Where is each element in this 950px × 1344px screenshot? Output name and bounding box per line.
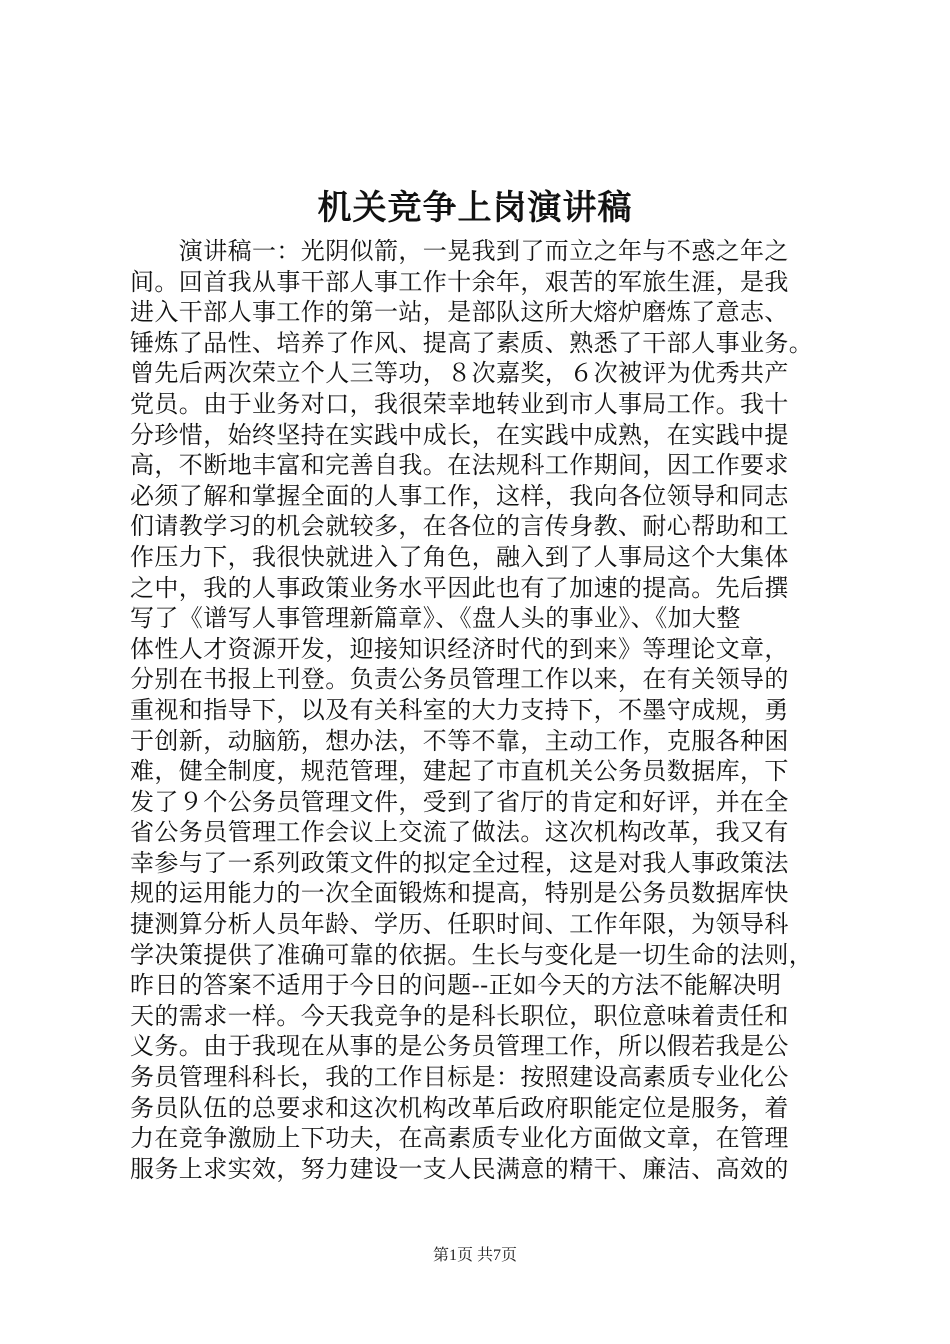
body-line: 演讲稿一：光阴似箭，一晃我到了而立之年与不惑之年之 bbox=[130, 237, 789, 265]
body-line: 之中，我的人事政策业务水平因此也有了加速的提高。先后撰 bbox=[130, 573, 789, 602]
body-line: 重视和指导下，以及有关科室的大力支持下，不墨守成规，勇 bbox=[130, 695, 789, 724]
body-line: 作压力下，我很快就进入了角色，融入到了人事局这个大集体 bbox=[130, 542, 789, 571]
document-title: 机关竞争上岗演讲稿 bbox=[317, 188, 633, 228]
body-line: 间。回首我从事干部人事工作十余年，艰苦的军旅生涯，是我 bbox=[130, 267, 789, 296]
body-line: 进入干部人事工作的第一站，是部队这所大熔炉磨炼了意志、 bbox=[130, 298, 789, 327]
body-line: 们请教学习的机会就较多，在各位的言传身教、耐心帮助和工 bbox=[130, 512, 789, 541]
body-line: 分珍惜，始终坚持在实践中成长，在实践中成熟，在实践中提 bbox=[130, 420, 789, 449]
body-line: 曾先后两次荣立个人三等功，８次嘉奖，６次被评为优秀共产 bbox=[130, 359, 789, 388]
body-line: 党员。由于业务对口，我很荣幸地转业到市人事局工作。我十 bbox=[130, 389, 789, 418]
body-line: 义务。由于我现在从事的是公务员管理工作，所以假若我是公 bbox=[130, 1032, 789, 1061]
body-line: 幸参与了一系列政策文件的拟定全过程，这是对我人事政策法 bbox=[130, 848, 789, 877]
page-number-footer: 第1页 共7页 bbox=[432, 1247, 517, 1264]
body-line: 捷测算分析人员年龄、学历、任职时间、工作年限，为领导科 bbox=[130, 910, 789, 939]
body-line: 难，健全制度，规范管理，建起了市直机关公务员数据库，下 bbox=[130, 757, 789, 786]
body-line: 分别在书报上刊登。负责公务员管理工作以来，在有关领导的 bbox=[130, 665, 789, 694]
body-line: 锤炼了品性、培养了作风、提高了素质、熟悉了干部人事业务。 bbox=[130, 328, 814, 357]
body-line: 务员队伍的总要求和这次机构改革后政府职能定位是服务，着 bbox=[130, 1093, 789, 1122]
body-line: 务员管理科科长，我的工作目标是：按照建设高素质专业化公 bbox=[130, 1063, 789, 1092]
body-line: 必须了解和掌握全面的人事工作，这样，我向各位领导和同志 bbox=[130, 481, 789, 510]
body-line: 发了９个公务员管理文件，受到了省厅的肯定和好评，并在全 bbox=[130, 787, 789, 816]
body-line: 昨日的答案不适用于今日的问题--正如今天的方法不能解决明 bbox=[130, 971, 782, 1000]
body-line: 力在竞争激励上下功夫，在高素质专业化方面做文章，在管理 bbox=[130, 1124, 789, 1153]
body-line: 高，不断地丰富和完善自我。在法规科工作期间，因工作要求 bbox=[130, 451, 789, 480]
body-line: 规的运用能力的一次全面锻炼和提高，特别是公务员数据库快 bbox=[130, 879, 789, 908]
body-line: 省公务员管理工作会议上交流了做法。这次机构改革，我又有 bbox=[130, 818, 789, 847]
document-body bbox=[130, 236, 835, 1184]
body-line: 体性人才资源开发，迎接知识经济时代的到来》等理论文章， bbox=[130, 634, 789, 663]
body-line: 服务上求实效，努力建设一支人民满意的精干、廉洁、高效的 bbox=[130, 1154, 789, 1183]
body-line: 写了《谱写人事管理新篇章》、《盘人头的事业》、《加大整 bbox=[130, 604, 741, 633]
body-line: 学决策提供了准确可靠的依据。生长与变化是一切生命的法则， bbox=[130, 940, 814, 969]
body-line: 于创新，动脑筋，想办法，不等不靠，主动工作，克服各种困 bbox=[130, 726, 789, 755]
body-line: 天的需求一样。今天我竞争的是科长职位，职位意味着责任和 bbox=[130, 1001, 789, 1030]
